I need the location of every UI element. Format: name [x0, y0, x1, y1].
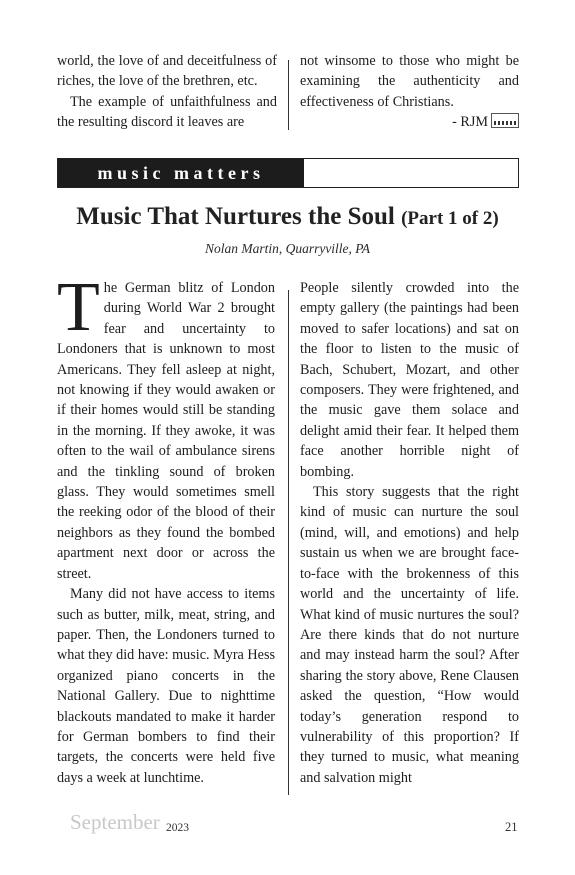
signature: - RJM [452, 114, 488, 131]
article-title [0, 203, 575, 231]
column-divider-main [288, 290, 289, 795]
top-right-column [300, 51, 519, 133]
article-title-text: Music That Nurtures the Soul [76, 203, 395, 230]
top-right-paragraph: not winsome to those who might be examining the authenticity and effectiveness of Christians. [300, 53, 519, 110]
drop-cap: T [57, 269, 100, 346]
signature-mark-icon [491, 113, 519, 128]
article-paragraph-3: People silently crowded into the empty gallery (the paintings had been moved to safer locations) and sat on the floor to listen to the music of Bach, Schubert, Mozart, and other composers. They were frightened, and the music gave them solace and delight amid their fear. It helped them face another horrible night of bombing. [300, 280, 519, 480]
footer-year: 2023 [166, 822, 189, 834]
byline: Nolan Martin, Quarryville, PA [204, 241, 371, 256]
article-paragraph-4: This story suggests that the right kind of music can nurture the soul (mind, will, and emotions) and help sustain us when we are brought face-to-face with the brokenness of this world and the uncertainty of life. What kind of music nurtures the soul? Are there kinds that do not nurture and may instead harm the soul? After sharing the story above, Rene Clausen asked the question, “How would today’s generation respond to vulnerability of this proportion? If they turned to music, what meaning and salvation might [300, 484, 519, 786]
article-right-column [300, 278, 519, 788]
article-paragraph-2: Many did not have access to items such as butter, milk, meat, string, and paper. Then, the Londoners turned to what they did have: music. Myra Hess organized piano concerts in the National Gallery. Due to nighttime blackouts mandated to make it harder for German bombers to find their targets, the concerts were held five days a week at lunchtime. [57, 586, 275, 786]
top-left-column [57, 51, 277, 133]
signature-line [300, 112, 519, 132]
section-header-bar [57, 158, 519, 188]
top-left-paragraph-1: world, the love of and deceitfulness of riches, the love of the brethren, etc. [57, 53, 277, 90]
footer-month: September [70, 810, 160, 834]
article-paragraph-1-text: he German blitz of London during World War 2 brought fear and uncertainty to Londoners that is unknown to most Americans. They fell asleep at night, not knowing if they would awaken or if their homes would still be standing in the morning. If they awoke, it was often to the wail of ambulance sirens and the tinkling sound of broken glass. They would sometimes smell the reeking odor of the blood of their neighbors as they found the bombed apartment next door or across the street. [57, 280, 275, 582]
article-paragraph-1 [57, 269, 275, 584]
article-part: (Part 1 of 2) [401, 208, 499, 229]
section-label: music matters [58, 159, 304, 187]
page-number: 21 [505, 820, 518, 834]
column-divider-top [288, 60, 289, 130]
top-left-paragraph-2: The example of unfaithfulness and the resulting discord it leaves are [57, 93, 277, 131]
article-left-column [57, 269, 275, 788]
